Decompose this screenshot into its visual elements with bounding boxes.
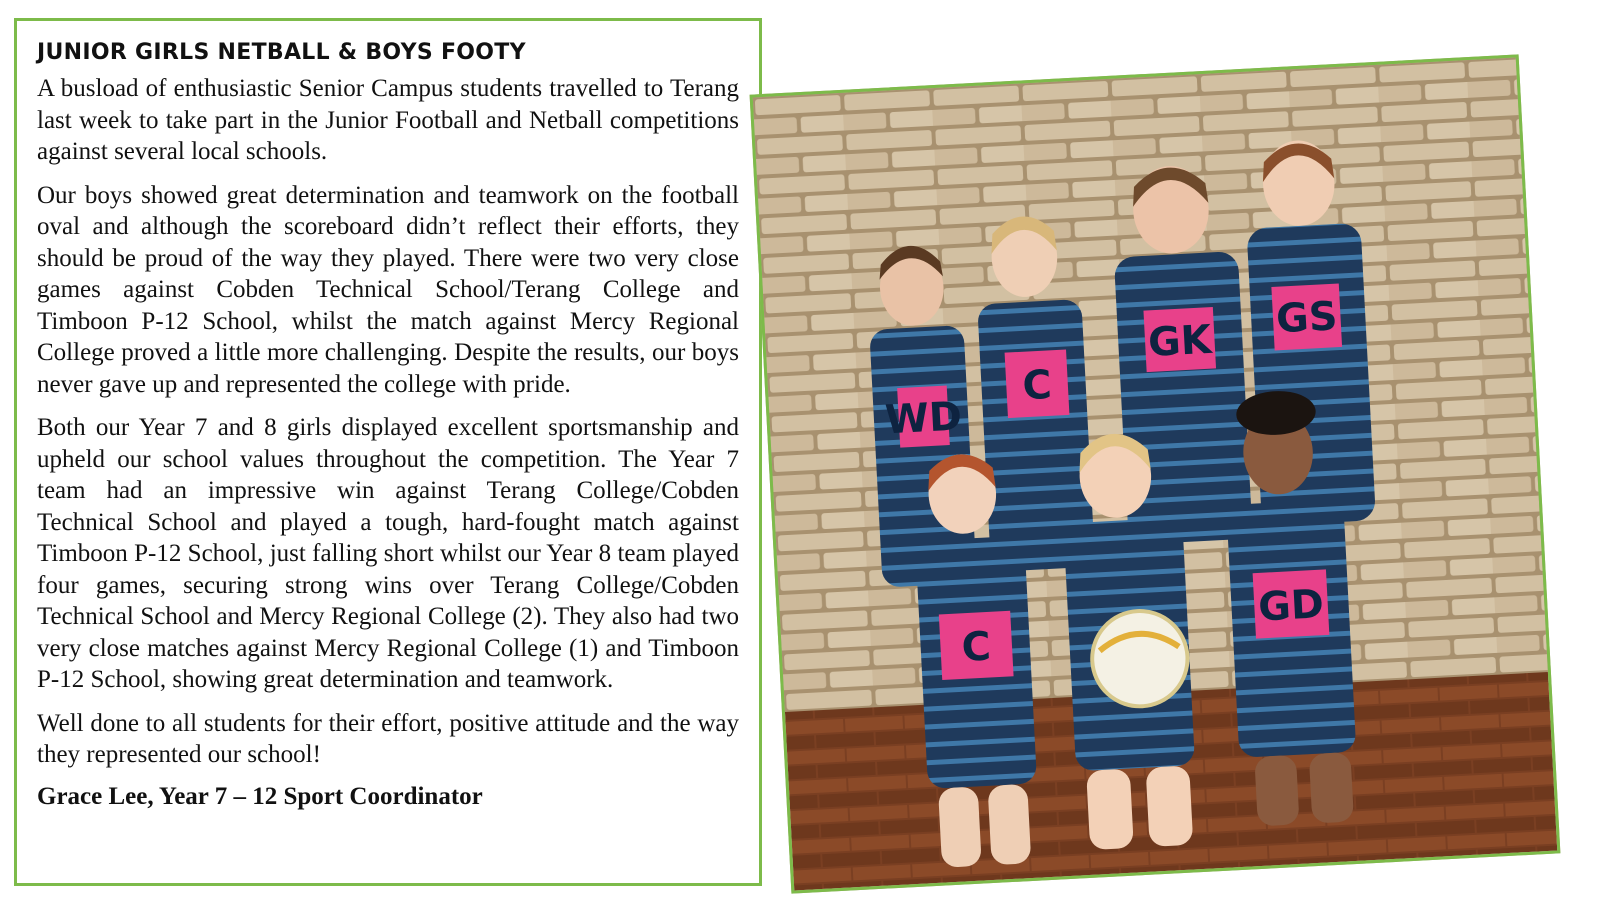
bib-label-front-3: GD — [1257, 581, 1325, 631]
team-photo-image — [753, 58, 1558, 891]
team-photo — [750, 54, 1561, 893]
bib-label-back-3: GK — [1147, 316, 1213, 367]
article-headline: JUNIOR GIRLS NETBALL & BOYS FOOTY — [37, 40, 526, 65]
article-paragraph-3: Both our Year 7 and 8 girls displayed excellent sportsmanship and upheld our school values throughout the competition. The Year 7 team had an impressive win against Terang College/Cobden Technical School and played a tough, hard-fought match against Timboon P-12 School, just falling short whilst our Year 8 team played four games, securing strong wins over Terang College/Cobden Technical School and Mercy Regional College (2). They also had two very close matches against Mercy Regional College (1) and Timboon P-12 School, showing great determination and teamwork. — [37, 414, 739, 693]
article-paragraph-2: Our boys showed great determination and teamwork on the football oval and although the scoreboard didn’t reflect their efforts, they should be proud of the way they played. There were two very close games against Cobden Technical School/Terang College and Timboon P-12 School, whilst the match against Mercy Regional College proved a little more challenging. Despite the results, our boys never gave up and represented the college with pride. — [37, 181, 739, 398]
bib-label-back-2: C — [1021, 361, 1053, 410]
bib-label-back-4: GS — [1275, 293, 1339, 343]
bib-label-back-1: WD — [884, 393, 964, 444]
article-box — [14, 18, 762, 886]
article-paragraph-1: A busload of enthusiastic Senior Campus students travelled to Terang last week to take part in the Junior Football and Netball competitions against several local schools. — [37, 75, 739, 165]
bib-label-front-1: C — [960, 623, 993, 671]
netball — [1090, 609, 1190, 709]
article-paragraph-4: Well done to all students for their effort, positive attitude and the way they represented our school! — [37, 709, 739, 768]
article-signature: Grace Lee, Year 7 – 12 Sport Coordinator — [37, 782, 483, 810]
